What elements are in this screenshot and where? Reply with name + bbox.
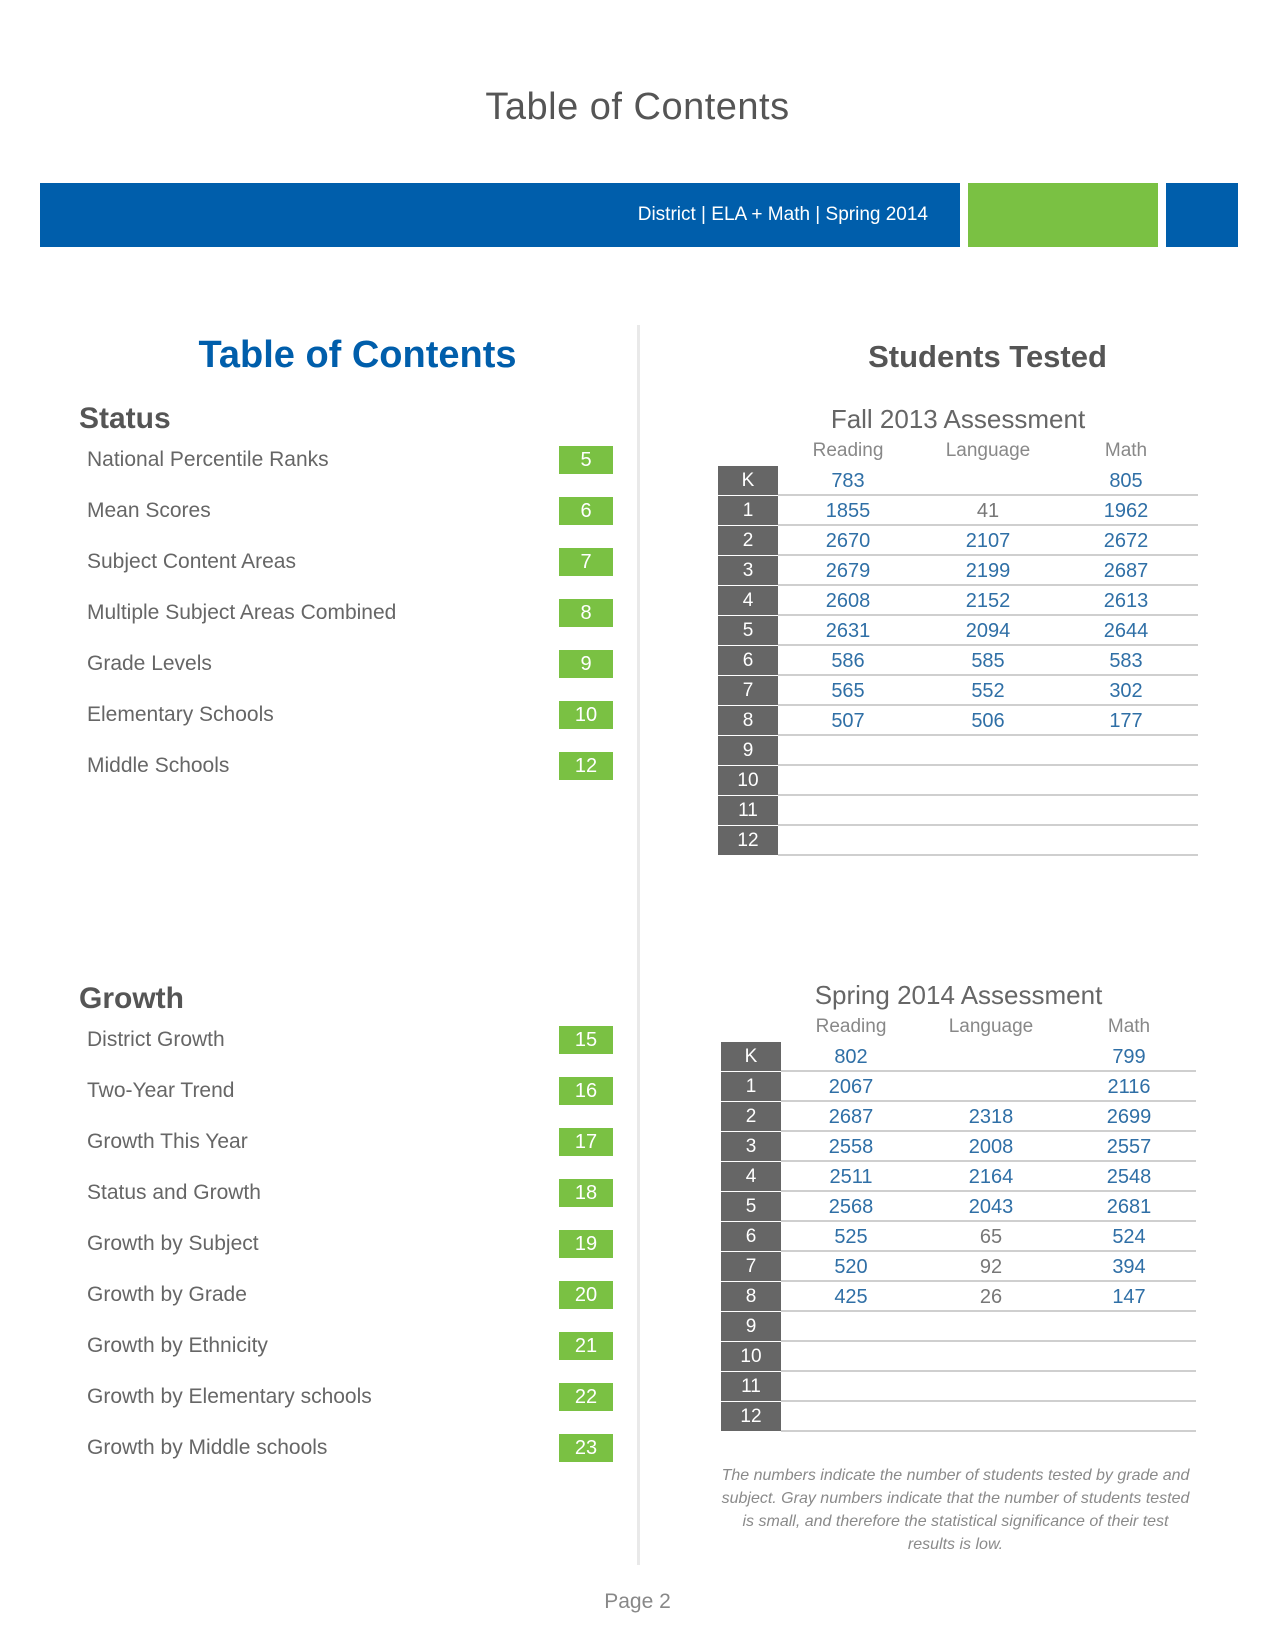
table-row bbox=[718, 556, 1198, 586]
grade-label: 9 bbox=[721, 1312, 781, 1341]
grade-label: 3 bbox=[718, 556, 778, 585]
toc-item-label: Mean Scores bbox=[87, 499, 211, 522]
toc-item-national-percentile-ranks[interactable] bbox=[87, 446, 613, 474]
cell-math: 2699 bbox=[1106, 1106, 1152, 1128]
table-row bbox=[718, 586, 1198, 616]
grade-label: 2 bbox=[718, 526, 778, 555]
cell-reading: 565 bbox=[831, 680, 865, 702]
cell-math: 2116 bbox=[1107, 1076, 1151, 1098]
cell-math: 2548 bbox=[1106, 1166, 1152, 1188]
table-row bbox=[721, 1222, 1196, 1252]
grade-label: 3 bbox=[721, 1132, 781, 1161]
grade-label: K bbox=[718, 466, 778, 495]
grade-label: 5 bbox=[718, 616, 778, 645]
cell-language: 2199 bbox=[965, 560, 1011, 582]
status-heading: Status bbox=[79, 402, 171, 435]
grade-label: 1 bbox=[718, 496, 778, 525]
table-row bbox=[721, 1162, 1196, 1192]
cell-reading: 525 bbox=[834, 1226, 868, 1248]
cell-math: 1962 bbox=[1103, 500, 1149, 522]
cell-math: 2687 bbox=[1103, 560, 1149, 582]
cell-reading: 2631 bbox=[825, 620, 871, 642]
grade-label: 2 bbox=[721, 1102, 781, 1131]
toc-item-growth-this-year[interactable] bbox=[87, 1128, 613, 1156]
cell-reading: 425 bbox=[834, 1286, 868, 1308]
toc-page-number-badge[interactable]: 17 bbox=[559, 1128, 613, 1156]
toc-item-label: District Growth bbox=[87, 1028, 225, 1051]
cell-reading: 1855 bbox=[825, 500, 871, 522]
cell-reading: 783 bbox=[831, 470, 865, 492]
cell-math: 394 bbox=[1112, 1256, 1146, 1278]
cell-language: 92 bbox=[979, 1256, 1003, 1278]
cell-reading: 2679 bbox=[825, 560, 871, 582]
footnote: The numbers indicate the number of students tested by grade and subject. Gray numbers indicate that the number of students tested is small, and therefore the statistical significance of their test results is low. bbox=[721, 1467, 1190, 1553]
cell-math: 805 bbox=[1109, 470, 1143, 492]
cell-reading: 2687 bbox=[828, 1106, 874, 1128]
toc-item-middle-schools[interactable] bbox=[87, 752, 613, 780]
toc-item-label: Middle Schools bbox=[87, 754, 230, 777]
table-row bbox=[721, 1402, 1196, 1432]
page-number: Page 2 bbox=[604, 1590, 671, 1613]
row-divider bbox=[778, 854, 1198, 856]
grade-label: 11 bbox=[721, 1372, 781, 1401]
banner-green-block bbox=[968, 183, 1158, 247]
cell-reading: 507 bbox=[831, 710, 865, 732]
students-tested-table bbox=[718, 404, 1198, 859]
grade-label: 12 bbox=[721, 1402, 781, 1431]
table-row bbox=[718, 496, 1198, 526]
grade-label: 11 bbox=[718, 796, 778, 825]
toc-page-number-badge[interactable]: 8 bbox=[559, 599, 613, 627]
table-row bbox=[718, 796, 1198, 826]
grade-label: 7 bbox=[718, 676, 778, 705]
table-row bbox=[718, 736, 1198, 766]
cell-language: 2152 bbox=[965, 590, 1011, 612]
toc-page-number-badge[interactable]: 20 bbox=[559, 1281, 613, 1309]
grade-label: 4 bbox=[721, 1162, 781, 1191]
grade-label: 10 bbox=[721, 1342, 781, 1371]
table-row bbox=[718, 706, 1198, 736]
toc-page-number-badge[interactable]: 7 bbox=[559, 548, 613, 576]
grade-label: 8 bbox=[721, 1282, 781, 1311]
table-row bbox=[721, 1192, 1196, 1222]
toc-item-label: Two-Year Trend bbox=[87, 1079, 235, 1102]
page-title: Table of Contents bbox=[485, 86, 790, 128]
column-header-language: Language bbox=[945, 440, 1031, 461]
grade-label: 1 bbox=[721, 1072, 781, 1101]
toc-item-label: Multiple Subject Areas Combined bbox=[87, 601, 397, 624]
table-row bbox=[718, 646, 1198, 676]
toc-item-status-and-growth[interactable] bbox=[87, 1179, 613, 1207]
toc-page-number-badge[interactable]: 10 bbox=[559, 701, 613, 729]
table-caption: Fall 2013 Assessment bbox=[830, 404, 1086, 434]
cell-language: 2318 bbox=[968, 1106, 1014, 1128]
grade-label: K bbox=[721, 1042, 781, 1071]
toc-item-growth-by-middle-schools[interactable] bbox=[87, 1434, 613, 1462]
cell-language: 506 bbox=[971, 710, 1005, 732]
toc-item-growth-by-subject[interactable] bbox=[87, 1230, 613, 1258]
cell-math: 583 bbox=[1109, 650, 1143, 672]
cell-math: 2557 bbox=[1106, 1136, 1152, 1158]
grade-label: 5 bbox=[721, 1192, 781, 1221]
column-header-language: Language bbox=[948, 1016, 1034, 1037]
toc-heading: Table of Contents bbox=[198, 334, 517, 376]
cell-math: 524 bbox=[1112, 1226, 1146, 1248]
toc-page-number-badge[interactable]: 22 bbox=[559, 1383, 613, 1411]
growth-heading: Growth bbox=[79, 982, 184, 1015]
toc-item-label: Growth by Middle schools bbox=[87, 1436, 328, 1459]
cell-reading: 2568 bbox=[828, 1196, 874, 1218]
row-divider bbox=[781, 1430, 1196, 1432]
cell-math: 799 bbox=[1112, 1046, 1146, 1068]
grade-label: 10 bbox=[718, 766, 778, 795]
column-header-reading: Reading bbox=[812, 440, 884, 461]
grade-label: 4 bbox=[718, 586, 778, 615]
cell-reading: 2608 bbox=[825, 590, 871, 612]
table-row bbox=[721, 1252, 1196, 1282]
toc-item-subject-content-areas[interactable] bbox=[87, 548, 613, 576]
cell-language: 2107 bbox=[965, 530, 1011, 552]
toc-page-number-badge[interactable]: 15 bbox=[559, 1026, 613, 1054]
cell-language: 2008 bbox=[968, 1136, 1014, 1158]
table-row bbox=[718, 526, 1198, 556]
cell-reading: 2067 bbox=[828, 1076, 874, 1098]
table-row bbox=[718, 826, 1198, 856]
cell-reading: 2511 bbox=[829, 1166, 873, 1188]
cell-reading: 802 bbox=[834, 1046, 868, 1068]
table-row bbox=[721, 1312, 1196, 1342]
cell-reading: 586 bbox=[831, 650, 865, 672]
cell-math: 2613 bbox=[1103, 590, 1149, 612]
table-row bbox=[721, 1132, 1196, 1162]
cell-reading: 2558 bbox=[828, 1136, 874, 1158]
cell-math: 147 bbox=[1112, 1286, 1146, 1308]
cell-language: 26 bbox=[979, 1286, 1003, 1308]
column-header-reading: Reading bbox=[815, 1016, 887, 1037]
column-divider bbox=[637, 325, 640, 1565]
table-row bbox=[718, 616, 1198, 646]
header-banner bbox=[40, 183, 960, 247]
grade-label: 9 bbox=[718, 736, 778, 765]
toc-item-label: Growth by Grade bbox=[87, 1283, 247, 1306]
column-header-math: Math bbox=[1107, 1016, 1151, 1037]
grade-label: 7 bbox=[721, 1252, 781, 1281]
toc-item-grade-levels[interactable] bbox=[87, 650, 613, 678]
toc-page-number-badge[interactable]: 18 bbox=[559, 1179, 613, 1207]
cell-math: 2681 bbox=[1106, 1196, 1152, 1218]
table-row bbox=[721, 1072, 1196, 1102]
toc-item-mean-scores[interactable] bbox=[87, 497, 613, 525]
grade-label: 6 bbox=[721, 1222, 781, 1251]
table-row bbox=[718, 676, 1198, 706]
banner-text: District | ELA + Math | Spring 2014 bbox=[637, 204, 928, 225]
toc-item-label: Elementary Schools bbox=[87, 703, 274, 726]
toc-item-two-year-trend[interactable] bbox=[87, 1077, 613, 1105]
toc-item-label: Grade Levels bbox=[87, 652, 212, 675]
cell-language: 2164 bbox=[968, 1166, 1014, 1188]
toc-page-number-badge[interactable]: 9 bbox=[559, 650, 613, 678]
toc-page-number-badge[interactable]: 21 bbox=[559, 1332, 613, 1360]
cell-language: 41 bbox=[976, 500, 1000, 522]
toc-item-growth-by-grade[interactable] bbox=[87, 1281, 613, 1309]
toc-item-label: Status and Growth bbox=[87, 1181, 261, 1204]
table-row bbox=[721, 1342, 1196, 1372]
table-row bbox=[718, 466, 1198, 496]
grade-label: 12 bbox=[718, 826, 778, 855]
table-row bbox=[718, 766, 1198, 796]
cell-reading: 2670 bbox=[825, 530, 871, 552]
cell-language: 552 bbox=[971, 680, 1005, 702]
toc-item-label: Subject Content Areas bbox=[87, 550, 296, 573]
toc-item-label: Growth This Year bbox=[87, 1130, 248, 1153]
table-caption: Spring 2014 Assessment bbox=[814, 980, 1103, 1010]
banner-blue-block bbox=[1166, 183, 1238, 247]
toc-page-number-badge[interactable]: 16 bbox=[559, 1077, 613, 1105]
toc-item-label: National Percentile Ranks bbox=[87, 448, 329, 471]
toc-page-number-badge[interactable]: 19 bbox=[559, 1230, 613, 1258]
grade-label: 8 bbox=[718, 706, 778, 735]
toc-item-growth-by-ethnicity[interactable] bbox=[87, 1332, 613, 1360]
toc-item-multiple-subject-areas-combined[interactable] bbox=[87, 599, 613, 627]
toc-item-elementary-schools[interactable] bbox=[87, 701, 613, 729]
toc-item-growth-by-elementary-schools[interactable] bbox=[87, 1383, 613, 1411]
toc-item-label: Growth by Subject bbox=[87, 1232, 259, 1255]
table-row bbox=[721, 1282, 1196, 1312]
toc-item-label: Growth by Elementary schools bbox=[87, 1385, 372, 1408]
table-row bbox=[721, 1372, 1196, 1402]
grade-label: 6 bbox=[718, 646, 778, 675]
cell-language: 2094 bbox=[965, 620, 1011, 642]
students-tested-heading: Students Tested bbox=[868, 339, 1107, 374]
toc-page-number-badge[interactable]: 12 bbox=[559, 752, 613, 780]
table-row bbox=[721, 1102, 1196, 1132]
cell-language: 65 bbox=[979, 1226, 1003, 1248]
cell-math: 177 bbox=[1109, 710, 1143, 732]
table-row bbox=[721, 1042, 1196, 1072]
cell-language: 2043 bbox=[968, 1196, 1014, 1218]
toc-page-number-badge[interactable]: 23 bbox=[559, 1434, 613, 1462]
cell-math: 2672 bbox=[1103, 530, 1149, 552]
cell-math: 2644 bbox=[1103, 620, 1149, 642]
toc-item-label: Growth by Ethnicity bbox=[87, 1334, 268, 1357]
toc-page-number-badge[interactable]: 5 bbox=[559, 446, 613, 474]
students-tested-table bbox=[721, 980, 1196, 1435]
cell-language: 585 bbox=[971, 650, 1005, 672]
cell-math: 302 bbox=[1109, 680, 1143, 702]
cell-reading: 520 bbox=[834, 1256, 868, 1278]
column-header-math: Math bbox=[1104, 440, 1148, 461]
toc-page-number-badge[interactable]: 6 bbox=[559, 497, 613, 525]
toc-item-district-growth[interactable] bbox=[87, 1026, 613, 1054]
